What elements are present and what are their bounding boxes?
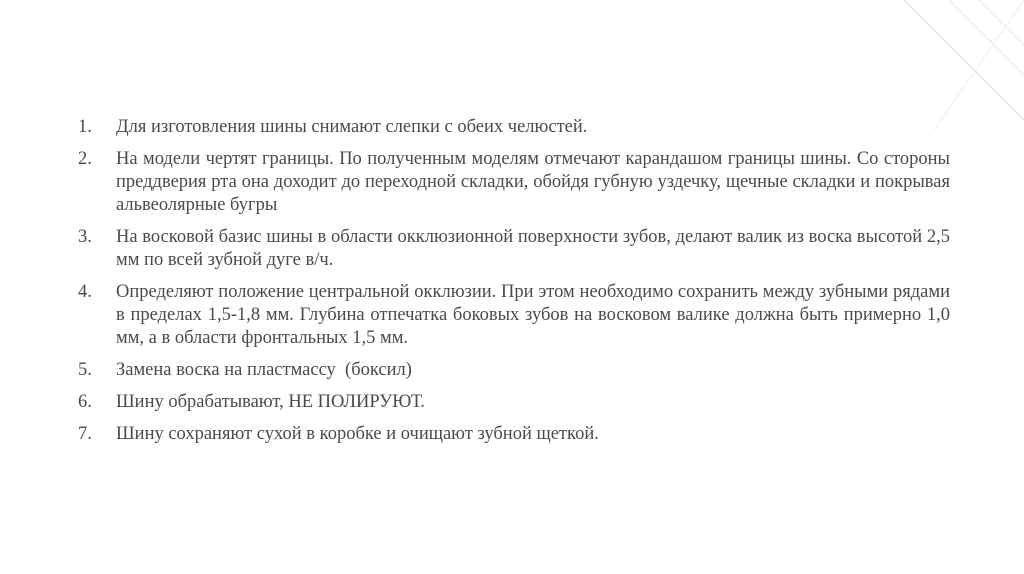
item-number: 6. xyxy=(78,392,92,412)
item-number: 7. xyxy=(78,424,92,444)
list-item xyxy=(78,148,950,217)
item-number: 3. xyxy=(78,227,92,247)
list-item xyxy=(78,226,950,272)
item-text: Замена воска на пластмассу (боксил) xyxy=(116,360,412,380)
list-item xyxy=(78,116,950,139)
list-item xyxy=(78,359,950,382)
item-number: 4. xyxy=(78,282,92,302)
instructions-list xyxy=(78,116,950,455)
item-text: Определяют положение центральной окклюзии. При этом необходимо сохранить между зубными рядами в пределах 1,5-1,8 мм. Глубина отпечатка боковых зубов на восковом валике должна быть примерно 1,0 мм, а в области фронтальных 1,5 мм. xyxy=(116,282,950,348)
item-text: Шину сохраняют сухой в коробке и очищают зубной щеткой. xyxy=(116,424,599,444)
item-text: Для изготовления шины снимают слепки с обеих челюстей. xyxy=(116,117,588,137)
item-number: 1. xyxy=(78,117,92,137)
item-text: На восковой базис шины в области окклюзионной поверхности зубов, делают валик из воска высотой 2,5 мм по всей зубной дуге в/ч. xyxy=(116,227,950,270)
item-text: Шину обрабатывают, НЕ ПОЛИРУЮТ. xyxy=(116,392,425,412)
item-number: 5. xyxy=(78,360,92,380)
corner-decoration xyxy=(894,0,1024,130)
item-text: На модели чертят границы. По полученным моделям отмечают карандашом границы шины. Со стороны преддверия рта она доходит до переходной складки, обойдя губную уздечку, щечные складки и покрывая альвеолярные бугры xyxy=(116,149,950,215)
list-item xyxy=(78,281,950,350)
list-item xyxy=(78,391,950,414)
item-number: 2. xyxy=(78,149,92,169)
list-item xyxy=(78,423,950,446)
